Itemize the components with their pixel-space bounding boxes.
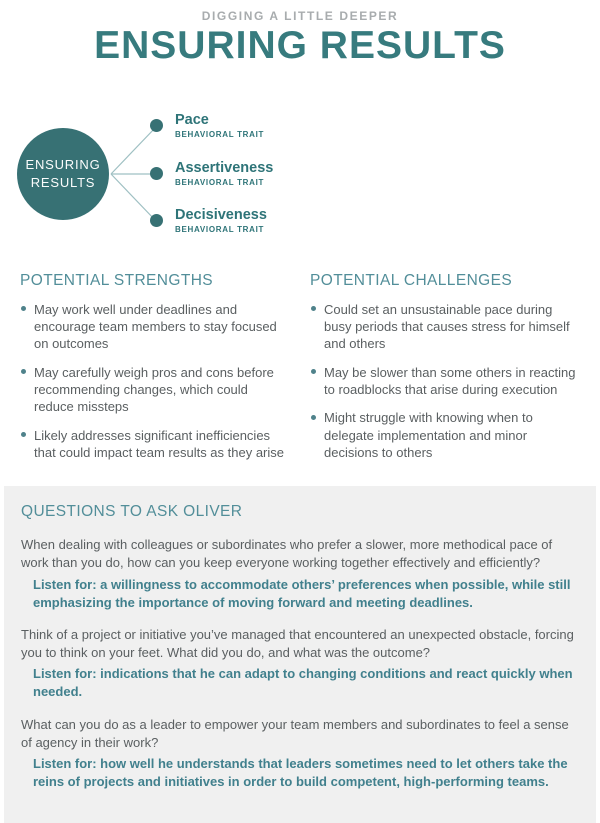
trait-dot-icon <box>150 167 163 180</box>
listen-for-text: Listen for: a willingness to accommodate others’ preferences when possible, while still emphasizing the importance of moving forward and meeting deadlines. <box>33 576 571 610</box>
trait-dot-icon <box>150 119 163 132</box>
trait-diagram <box>0 101 600 256</box>
listen-for-text: Listen for: indications that he can adapt to changing conditions and react quickly when needed. <box>33 666 573 700</box>
trait-name: Pace <box>175 111 209 128</box>
strength-item: May work well under deadlines and encourage team members to stay focused on outcomes <box>20 301 290 353</box>
challenge-item: May be slower than some others in reacting to roadblocks that arise during execution <box>310 364 580 399</box>
question-text: When dealing with colleagues or subordinates who prefer a slower, more methodical pace of work than you do, how can you keep everyone working together effectively and efficiently? <box>21 537 553 571</box>
strengths-column <box>20 272 290 472</box>
listen-for-text: Listen for: how well he understands that leaders sometimes need to let others take the reins of projects and initiatives in order to build competent, high-performing teams. <box>33 756 568 790</box>
question-block <box>21 626 578 702</box>
trait-type-label: BEHAVIORAL TRAIT <box>175 224 265 234</box>
page-title: ENSURING RESULTS <box>94 24 506 67</box>
questions-list <box>21 536 578 791</box>
trait-dot-icon <box>150 214 163 227</box>
trait-type-label: BEHAVIORAL TRAIT <box>175 177 265 187</box>
challenges-heading: POTENTIAL CHALLENGES <box>310 271 513 289</box>
question-text: What can you do as a leader to empower your team members and subordinates to feel a sense of agency in their work? <box>21 716 569 750</box>
strength-item: May carefully weigh pros and cons before recommending changes, which could reduce missteps <box>20 364 290 416</box>
trait-name: Assertiveness <box>175 159 274 176</box>
node-label-line1: ENSURING <box>25 156 101 172</box>
questions-heading: QUESTIONS TO ASK OLIVER <box>21 503 243 521</box>
trait-item <box>150 160 273 187</box>
question-block <box>21 716 578 792</box>
page-header <box>0 0 600 68</box>
trait-type-label: BEHAVIORAL TRAIT <box>175 129 265 139</box>
challenges-column <box>310 272 580 472</box>
trait-text <box>175 112 264 139</box>
question-block <box>21 536 578 612</box>
trait-list <box>0 101 600 256</box>
trait-name: Decisiveness <box>175 206 267 223</box>
eyebrow-label: DIGGING A LITTLE DEEPER <box>201 9 399 23</box>
trait-item <box>150 112 264 139</box>
trait-text <box>175 207 267 234</box>
challenge-item: Could set an unsustainable pace during busy periods that causes stress for himself and others <box>310 301 580 353</box>
challenges-list <box>310 301 580 461</box>
question-text: Think of a project or initiative you’ve managed that encountered an unexpected obstacle, forcing you to think on your feet. What did you do, and what was the outcome? <box>21 626 574 661</box>
strengths-challenges-section <box>0 272 600 472</box>
trait-item <box>150 207 267 234</box>
strength-item: Likely addresses significant inefficiencies that could impact team results as they arise <box>20 427 290 462</box>
questions-panel <box>4 486 596 823</box>
strengths-heading: POTENTIAL STRENGTHS <box>20 271 214 289</box>
trait-text <box>175 160 273 187</box>
strengths-list <box>20 301 290 461</box>
node-label-line2: RESULTS <box>30 174 96 190</box>
challenge-item: Might struggle with knowing when to delegate implementation and minor decisions to others <box>310 409 580 461</box>
